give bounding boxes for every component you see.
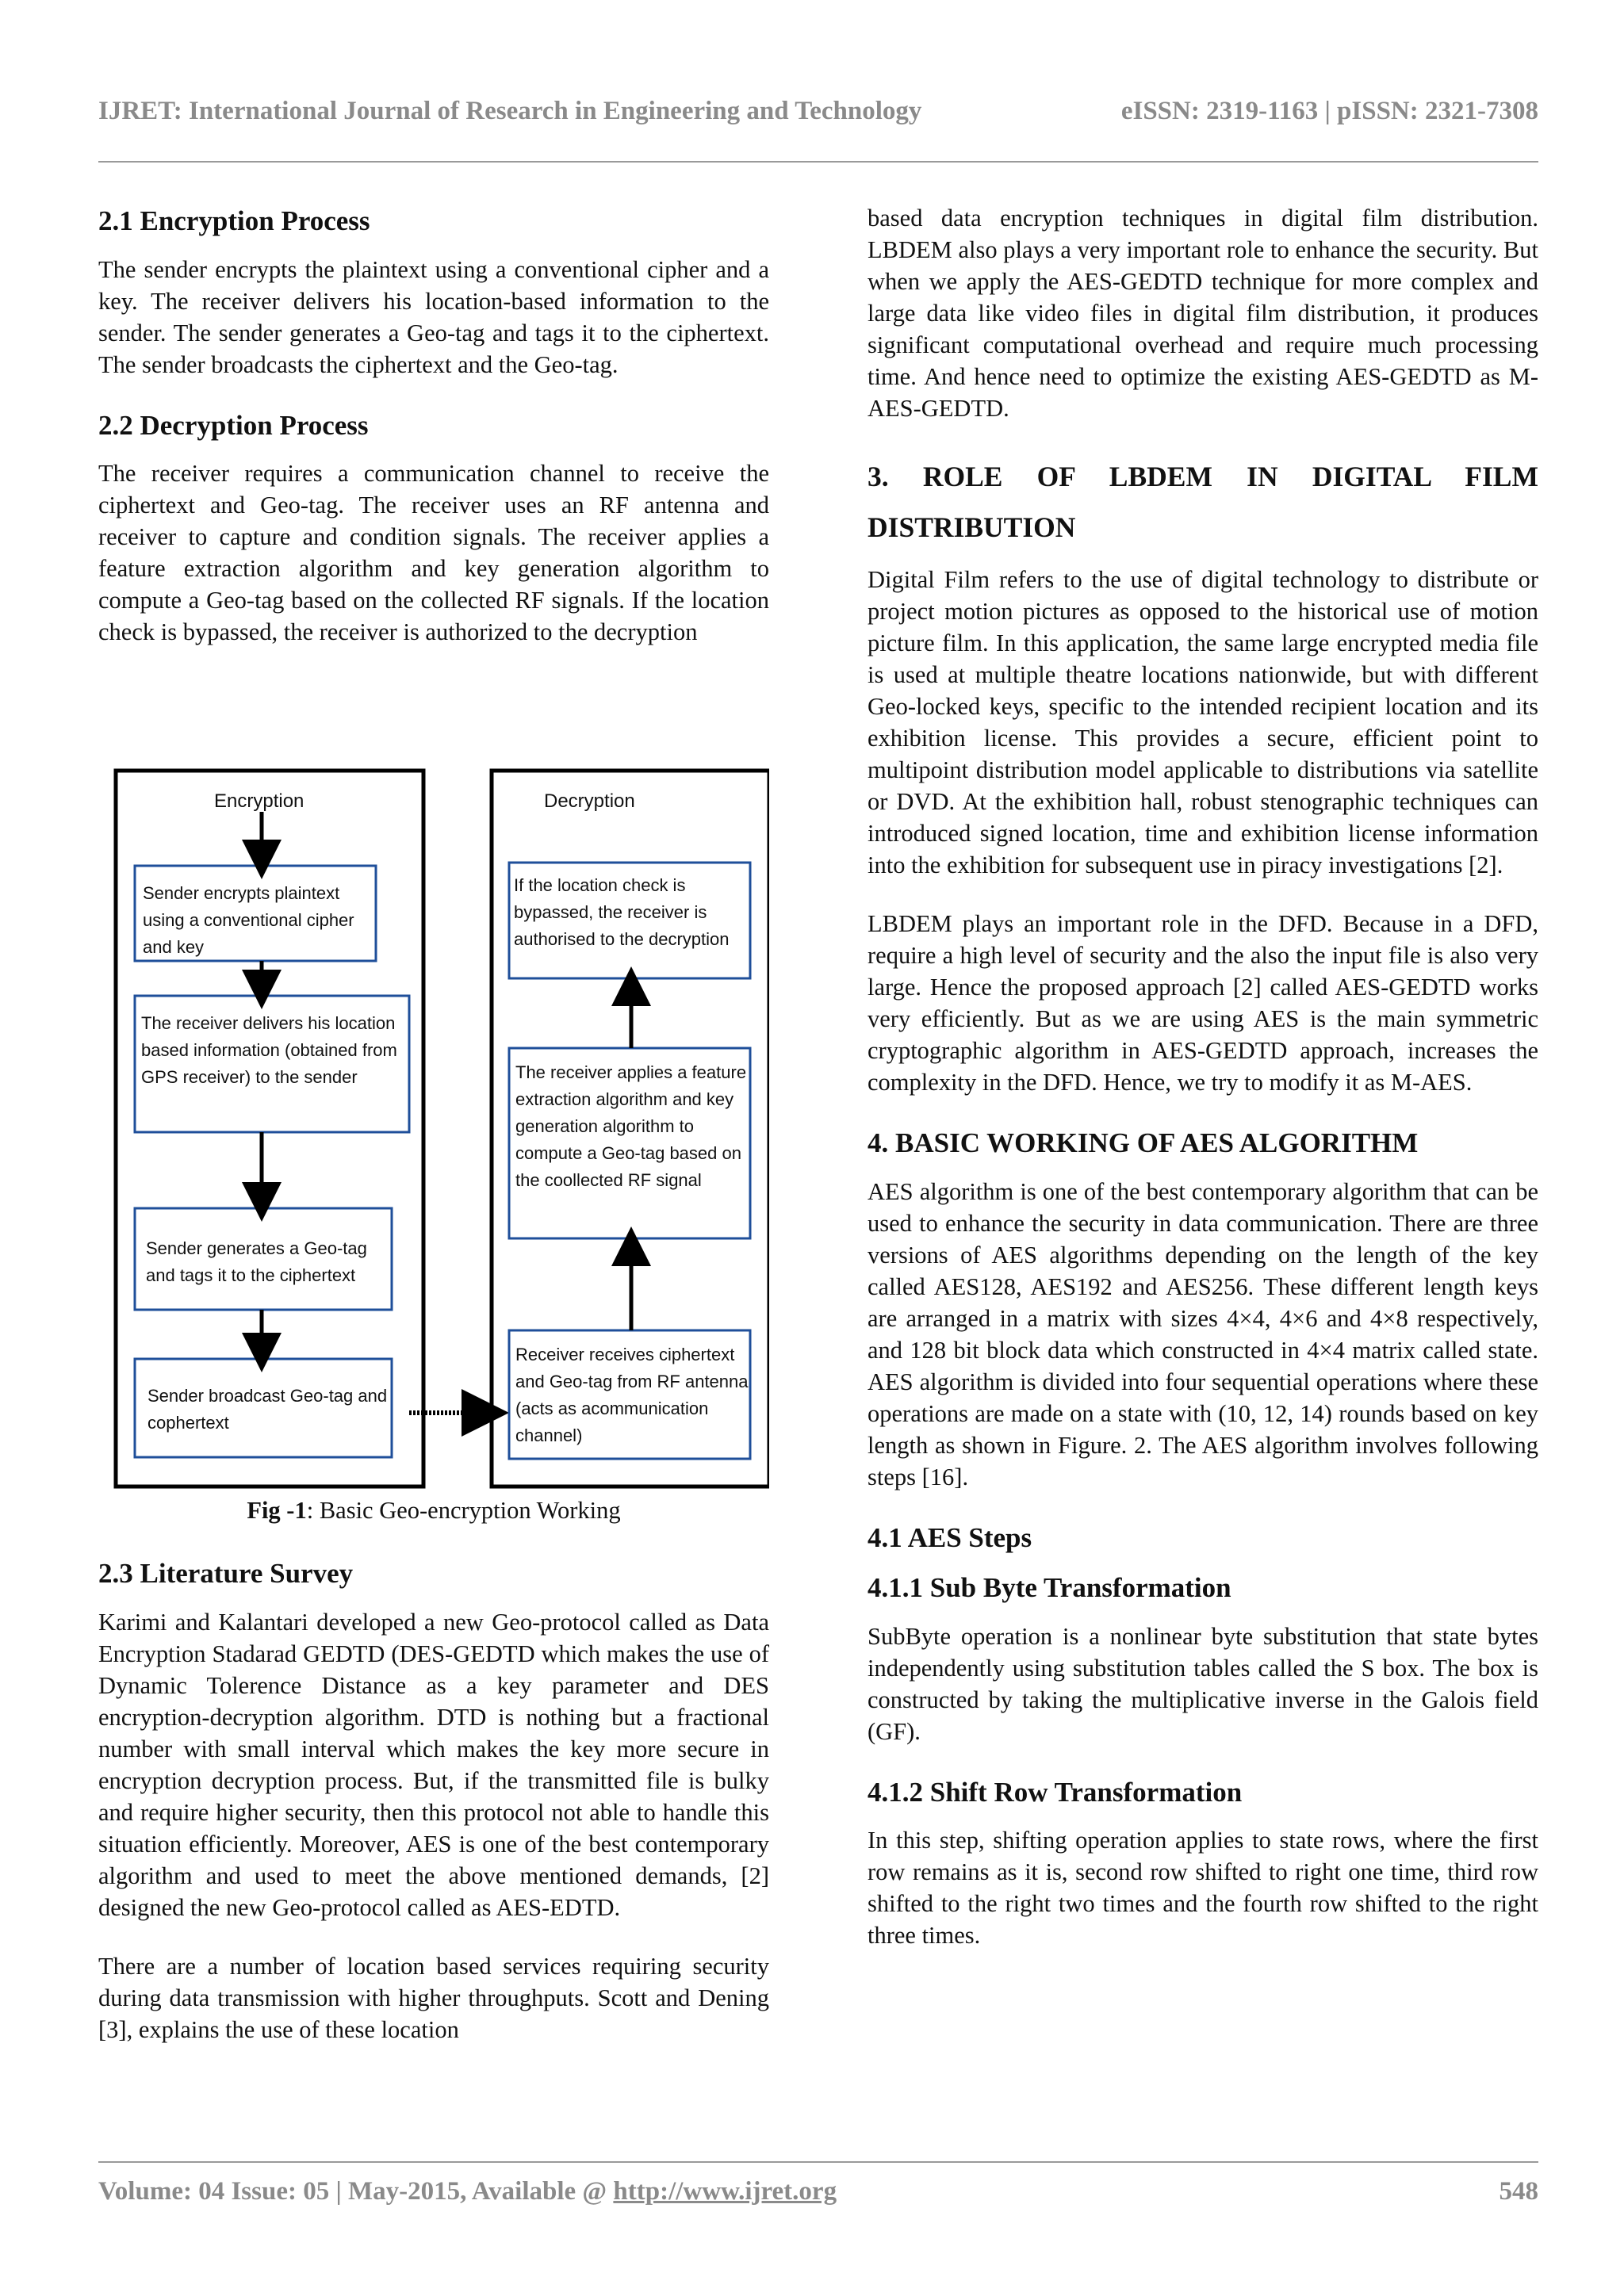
journal-link[interactable]: http://www.ijret.org	[613, 2177, 837, 2206]
section-2-1-text: The sender encrypts the plaintext using a conventional cipher and a key. The receiver delivers his location-based information to the sender. The sender generates a Geo-tag and tags it to the ciphertext. The sender broadcasts the ciphertext and the Geo-tag.	[98, 255, 769, 378]
issn-info: eISSN: 2319-1163 | pISSN: 2321-7308	[1120, 97, 1538, 125]
section-4-title: 4. BASIC WORKING OF AES ALGORITHM	[868, 1127, 1419, 1158]
encryption-title: Encryption	[214, 790, 304, 812]
encryption-frame	[116, 771, 423, 1487]
enc-step-2-text: The receiver delivers his location based information (obtained from GPS receiver) to the sender	[141, 1013, 397, 1087]
left-column	[98, 198, 769, 675]
section-4-1-title: 4.1 AES Steps	[868, 1521, 1032, 1553]
page-header	[98, 97, 1538, 126]
section-2-3-title: 2.3 Literature Survey	[98, 1558, 354, 1589]
section-3-text-2: LBDEM plays an important role in the DFD. Because in a DFD, require a high level of security and the also the input file is also very large. Hence the proposed approach [2] called AES-GEDTD works very efficiently. But as we are using AES is the main symmetric cryptographic algorithm in AES-GEDTD approach, increases the complexity in the DFD. Hence, we try to modify it as M-AES.	[868, 910, 1538, 1096]
header-divider	[98, 161, 1538, 163]
dec-step-2-text: The receiver applies a feature extraction algorithm and key generation algorithm to compute a Geo-tag based on the coollected RF signal	[515, 1062, 747, 1190]
figure-caption-label: Fig -1	[247, 1497, 307, 1524]
section-2-2-text: The receiver requires a communication channel to receive the ciphertext and Geo-tag. The receiver uses an RF antenna and receiver to capture and condition signals. The receiver applies a feature extraction algorithm and key generation algorithm to compute a Geo-tag based on the collected RF signals. If the location check is bypassed, the receiver is authorized to the decryption	[98, 460, 769, 645]
page-footer	[98, 2177, 1538, 2206]
enc-step-3-text: Sender generates a Geo-tag and tags it to the ciphertext	[146, 1238, 367, 1285]
figure-caption	[98, 1497, 769, 1525]
section-4-1-2-title: 4.1.2 Shift Row Transformation	[868, 1776, 1243, 1808]
section-4-1-1-text: SubByte operation is a nonlinear byte substitution that state bytes independently using substitution tables called the S box. The box is constructed by taking the multiplicative inverse in the Galois field (GF).	[868, 1622, 1538, 1745]
footer-divider	[98, 2161, 1538, 2163]
enc-step-4-text: Sender broadcast Geo-tag and cophertext	[147, 1386, 388, 1433]
enc-step-1-text: Sender encrypts plaintext using a conventional cipher and key	[143, 883, 354, 957]
intro-continued-text: based data encryption techniques in digital film distribution. LBDEM also plays a very important role to enhance the security. But when we apply the AES-GEDTD technique for more complex and large data like video files in digital film distribution, it produces significant computational overhead and require much processing time. And hence need to optimize the existing AES-GEDTD as M-AES-GEDTD.	[868, 205, 1538, 422]
section-2-2-title: 2.2 Decryption Process	[98, 409, 369, 441]
section-3-text-1: Digital Film refers to the use of digital technology to distribute or project motion pictures as opposed to the historical use of motion picture film. In this application, the same large encrypted media file is used at multiple theatre locations nationwide, but with different Geo-locked keys, specific to the intended recipient location and its exhibition license. This provides a secure, efficient point to multipoint distribution model applicable to distributions via satellite or DVD. At the exhibition hall, robust stenographic techniques can introduced signed location, time and exhibition license information into the exhibition for subsequent use in piracy investigations [2].	[868, 566, 1538, 878]
footer-volume	[98, 2177, 837, 2206]
section-4-1-2-text: In this step, shifting operation applies to state rows, where the first row remains as it is, second row shifted to right one time, third row shifted to the right two times and the fourth row shifted to the right three times.	[868, 1827, 1538, 1949]
figure-caption-text: : Basic Geo-encryption Working	[306, 1497, 621, 1524]
section-2-3-text-1: Karimi and Kalantari developed a new Geo-protocol called as Data Encryption Stadarad GEDTD (DES-GEDTD which makes the use of Dynamic Tolerence Distance as a key parameter and DES encryption-decryption algorithm. DTD is nothing but a fractional number with small interval which makes the key more secure in encryption decryption process. But, if the transmitted file is bulky and require higher security, then this protocol not able to handle this situation efficiently. Moreover, AES is one of the best contemporary algorithm and used to meet the above mentioned demands, [2] designed the new Geo-protocol called as AES-EDTD.	[98, 1608, 769, 1921]
section-3-title-line-1: 3. ROLE OF LBDEM IN DIGITAL FILM	[868, 461, 1538, 492]
section-2-1-title: 2.1 Encryption Process	[98, 205, 370, 236]
page-number: 548	[1499, 2177, 1538, 2206]
enc-step-3-box	[135, 1208, 392, 1310]
decryption-title: Decryption	[544, 790, 635, 812]
right-column	[868, 202, 1538, 1951]
volume-info: Volume: 04 Issue: 05 | May-2015, Available @	[98, 2177, 614, 2206]
left-column-lower	[98, 1556, 769, 2045]
section-2-3-text-2: There are a number of location based services requiring security during data transmission with higher throughputs. Scott and Dening [3], explains the use of these location	[98, 1952, 769, 2043]
journal-name: IJRET: International Journal of Research in Engineering and Technology	[98, 97, 922, 125]
dec-step-1-text: Receiver receives ciphertext and Geo-tag from RF antenna (acts as acommunication channel)	[515, 1345, 749, 1445]
dec-step-3-text: If the location check is bypassed, the receiver is authorised to the decryption	[514, 875, 730, 949]
section-3-title-line-2: DISTRIBUTION	[868, 511, 1076, 543]
section-4-1-1-title: 4.1.1 Sub Byte Transformation	[868, 1572, 1231, 1603]
section-4-text: AES algorithm is one of the best contemporary algorithm that can be used to enhance the security in data communication. There are three versions of AES algorithms depending on the length of the key called AES128, AES192 and AES256. These different length keys are arranged in a matrix with sizes 4×4, 4×6 and 4×8 respectively, and 128 bit block data which constructed in 4×4 matrix called state. AES algorithm is divided into four sequential operations where these operations are made on a state with (10, 12, 14) rounds based on key length as shown in Figure. 2. The AES algorithm involves following steps [16].	[868, 1177, 1538, 1490]
enc-step-4-box	[135, 1359, 392, 1457]
geo-encryption-diagram	[98, 763, 769, 1492]
